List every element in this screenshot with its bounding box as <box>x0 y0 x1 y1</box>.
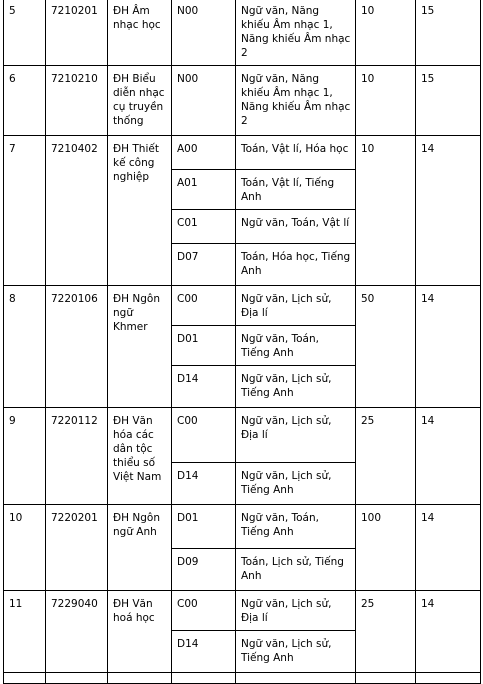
combination-code: A01 <box>172 170 236 210</box>
combination-subjects: Ngữ văn, Toán, Vật lí <box>236 210 356 244</box>
combination-code: N00 <box>172 0 236 66</box>
combination-subjects: Ngữ văn, Lịch sử, Tiếng Anh <box>236 463 356 505</box>
combination-code: C01 <box>172 210 236 244</box>
combination-code: D07 <box>172 244 236 286</box>
min-score: 15 <box>416 0 481 66</box>
combination-subjects: Toán, Vật lí, Hóa học <box>236 136 356 170</box>
major-code: 7229040 <box>46 591 108 673</box>
quota: 10 <box>356 66 416 136</box>
combination-code: C00 <box>172 591 236 631</box>
admissions-table-sheet <box>3 0 480 684</box>
combination-subjects: Ngữ văn, Toán, Tiếng Anh <box>236 505 356 549</box>
quota: 10 <box>356 136 416 286</box>
major-name: ĐH Ngôn ngữ Anh <box>108 505 172 591</box>
combination-subjects: Toán, Hóa học, Tiếng Anh <box>236 244 356 286</box>
row-number: 10 <box>4 505 46 591</box>
table-row <box>4 505 481 549</box>
combination-subjects: Ngữ văn, Lịch sử, Tiếng Anh <box>236 631 356 673</box>
combination-code: A00 <box>172 136 236 170</box>
empty-cell <box>236 673 356 684</box>
combination-subjects: Ngữ văn, Toán, Tiếng Anh <box>236 326 356 366</box>
empty-cell <box>108 673 172 684</box>
major-name: ĐH Văn hoá học <box>108 591 172 673</box>
table-row <box>4 0 481 66</box>
combination-code: D14 <box>172 631 236 673</box>
empty-cell <box>4 673 46 684</box>
combination-code: D14 <box>172 463 236 505</box>
empty-cell <box>46 673 108 684</box>
row-number: 6 <box>4 66 46 136</box>
major-name: ĐH Văn hóa các dân tộc thiểu số Việt Nam <box>108 408 172 505</box>
combination-subjects: Ngữ văn, Năng khiếu Âm nhạc 1, Năng khiếu Âm nhạc 2 <box>236 66 356 136</box>
combination-subjects: Ngữ văn, Lịch sử, Tiếng Anh <box>236 366 356 408</box>
table-row <box>4 408 481 463</box>
combination-code: C00 <box>172 408 236 463</box>
combination-code: C00 <box>172 286 236 326</box>
major-code: 7210201 <box>46 0 108 66</box>
empty-cell <box>416 673 481 684</box>
combination-subjects: Ngữ văn, Năng khiếu Âm nhạc 1, Năng khiếu Âm nhạc 2 <box>236 0 356 66</box>
row-number: 11 <box>4 591 46 673</box>
table-row <box>4 66 481 136</box>
min-score: 14 <box>416 408 481 505</box>
combination-subjects: Ngữ văn, Lịch sử, Địa lí <box>236 286 356 326</box>
row-number: 5 <box>4 0 46 66</box>
admissions-table <box>3 0 481 684</box>
min-score: 14 <box>416 136 481 286</box>
table-row <box>4 286 481 326</box>
table-row <box>4 591 481 631</box>
major-code: 7220106 <box>46 286 108 408</box>
combination-subjects: Toán, Vật lí, Tiếng Anh <box>236 170 356 210</box>
combination-subjects: Ngữ văn, Lịch sử, Địa lí <box>236 408 356 463</box>
quota: 25 <box>356 408 416 505</box>
major-name: ĐH Thiết kế công nghiệp <box>108 136 172 286</box>
major-code: 7210402 <box>46 136 108 286</box>
combination-code: D09 <box>172 549 236 591</box>
quota: 50 <box>356 286 416 408</box>
min-score: 14 <box>416 505 481 591</box>
quota: 25 <box>356 591 416 673</box>
major-name: ĐH Âm nhạc học <box>108 0 172 66</box>
quota: 100 <box>356 505 416 591</box>
major-code: 7220112 <box>46 408 108 505</box>
admissions-table-body <box>4 0 481 684</box>
combination-code: N00 <box>172 66 236 136</box>
min-score: 14 <box>416 591 481 673</box>
major-code: 7210210 <box>46 66 108 136</box>
row-number: 7 <box>4 136 46 286</box>
min-score: 15 <box>416 66 481 136</box>
major-name: ĐH Biểu diễn nhạc cụ truyền thống <box>108 66 172 136</box>
major-code: 7220201 <box>46 505 108 591</box>
combination-subjects: Toán, Lịch sử, Tiếng Anh <box>236 549 356 591</box>
table-row-partial <box>4 673 481 684</box>
row-number: 8 <box>4 286 46 408</box>
row-number: 9 <box>4 408 46 505</box>
min-score: 14 <box>416 286 481 408</box>
major-name: ĐH Ngôn ngữ Khmer <box>108 286 172 408</box>
combination-code: D14 <box>172 366 236 408</box>
quota: 10 <box>356 0 416 66</box>
empty-cell <box>356 673 416 684</box>
table-row <box>4 136 481 170</box>
combination-code: D01 <box>172 505 236 549</box>
combination-code: D01 <box>172 326 236 366</box>
empty-cell <box>172 673 236 684</box>
combination-subjects: Ngữ văn, Lịch sử, Địa lí <box>236 591 356 631</box>
